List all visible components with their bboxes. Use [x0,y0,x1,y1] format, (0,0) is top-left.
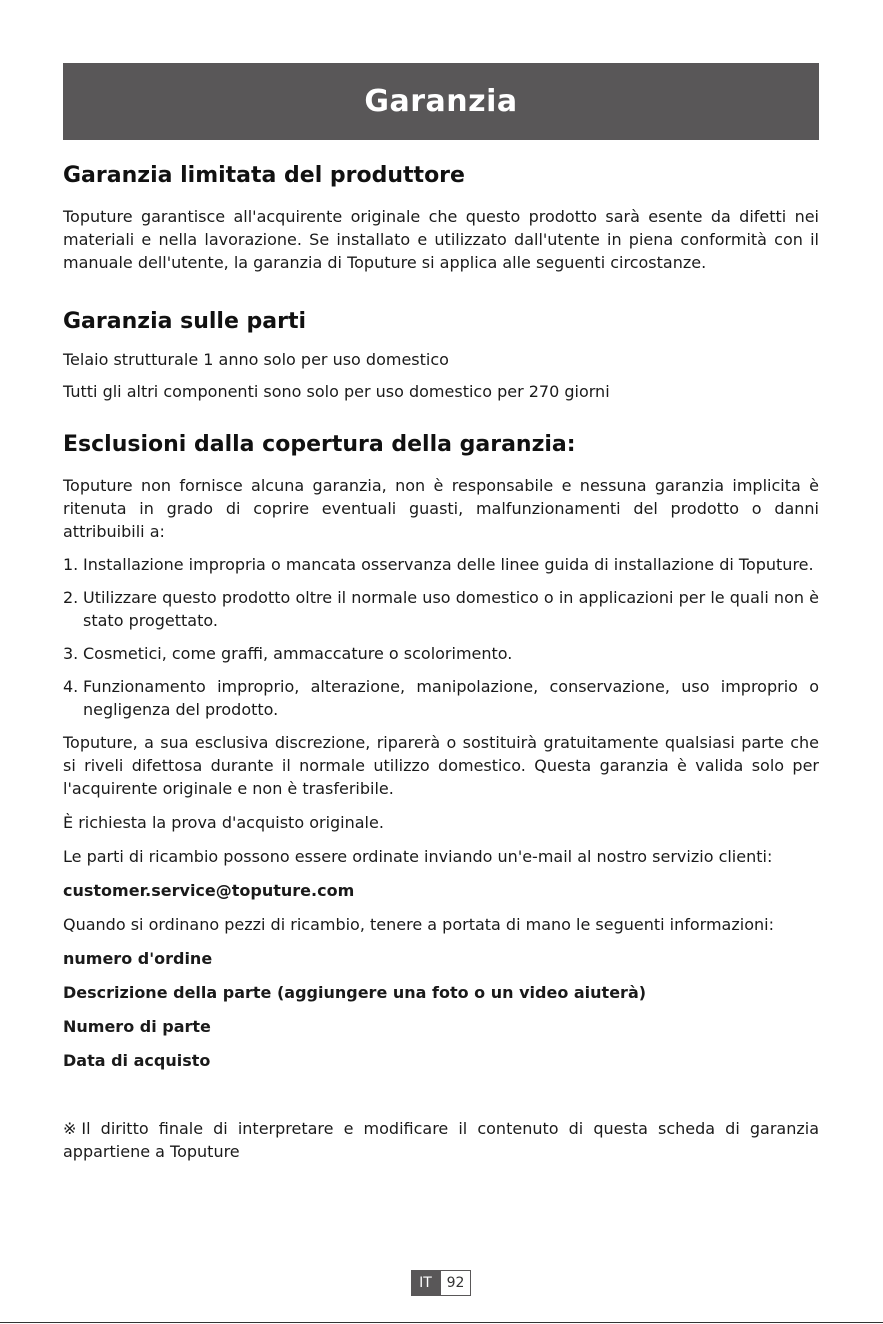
section-heading-parts-warranty: Garanzia sulle parti [63,308,307,334]
manufacturer-warranty-text: Toputure garantisce all'acquirente originale che questo prodotto sarà esente da difetti nei materiali e nella lavorazione. Se installato e utilizzato dall'utente in piena conformità con il manuale dell'utente, la garanzia di Toputure si applica alle seguenti circostanze. [63,206,819,272]
repair-policy-text: Toputure, a sua esclusiva discrezione, riparerà o sostituirà gratuitamente qualsiasi parte che si riveli difettosa durante il normale utilizzo domestico. Questa garanzia è valida solo per l'acquirente originale e non è trasferibile. [63,732,819,798]
parts-warranty-components: Tutti gli altri componenti sono solo per uso domestico per 270 giorni [63,382,610,402]
list-item: 2. Utilizzare questo prodotto oltre il normale uso domestico o in applicazioni per le quali non è stato progettato. [63,587,819,630]
exclusions-list [63,553,819,721]
page-footer [411,1270,471,1296]
list-item: 4. Funzionamento improprio, alterazione, manipolazione, conservazione, uso improprio o negligenza del prodotto. [63,676,819,719]
ordering-info-text: Le parti di ricambio possono essere ordinate inviando un'e-mail al nostro servizio clienti: [63,846,773,866]
section-heading-manufacturer-warranty: Garanzia limitata del produttore [63,163,465,188]
parts-warranty-frame: Telaio strutturale 1 anno solo per uso domestico [63,350,449,370]
support-email: customer.service@toputure.com [63,880,355,900]
list-item: 1. Installazione impropria o mancata osservanza delle linee guida di installazione di Toputure. [63,554,814,574]
warranty-content [63,160,819,1163]
page-number: 92 [440,1270,471,1296]
required-info-intro: Quando si ordinano pezzi di ricambio, tenere a portata di mano le seguenti informazioni: [63,914,774,934]
section-heading-exclusions: Esclusioni dalla copertura della garanzia: [63,432,576,458]
proof-of-purchase-text: È richiesta la prova d'acquisto originale. [63,812,384,832]
required-part-description: Descrizione della parte (aggiungere una foto o un video aiuterà) [63,982,647,1002]
final-note: ※Il diritto finale di interpretare e modificare il contenuto di questa scheda di garanzia appartiene a Toputure [63,1118,819,1161]
language-badge: IT [411,1270,440,1296]
exclusions-intro: Toputure non fornisce alcuna garanzia, non è responsabile e nessuna garanzia implicita è ritenuta in grado di coprire eventuali guasti, malfunzionamenti del prodotto o danni attribuibili a: [63,475,819,541]
list-item: 3. Cosmetici, come graffi, ammaccature o scolorimento. [63,643,513,663]
required-order-number: numero d'ordine [63,948,213,968]
bottom-divider [0,1322,883,1323]
required-part-number: Numero di parte [63,1016,211,1036]
required-purchase-date: Data di acquisto [63,1050,211,1070]
page-title: Garanzia [364,84,518,119]
page-banner [63,63,819,140]
